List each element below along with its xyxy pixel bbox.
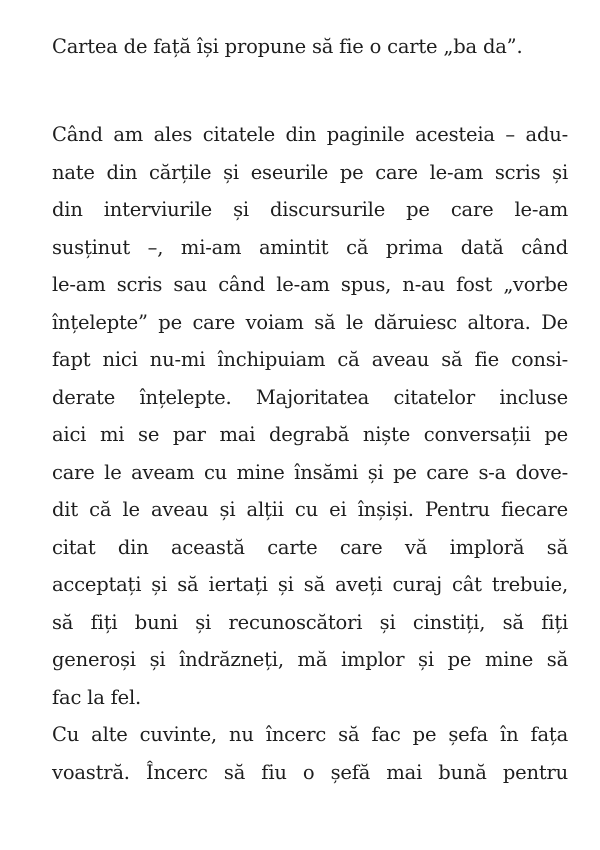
text-line: fapt nici nu-mi închipuiam că aveau să fie consi- (52, 348, 568, 371)
text-line: care le aveam cu mine însămi și pe care s-a dove- (52, 460, 568, 484)
text-line: citat din această carte care vă imploră să (52, 535, 568, 559)
text-line: acceptați și să iertați și să aveți curaj cât trebuie, (52, 573, 568, 596)
text-line: le-am scris sau când le-am spus, n-au fost „vorbe (52, 273, 568, 296)
text-line: voastră. Încerc să fiu o șefă mai bună pentru (52, 760, 568, 784)
text-line: aici mi se par mai degrabă niște conversații pe (52, 423, 568, 446)
text-line: să fiți buni și recunoscători și cinstiți, să fiți (52, 610, 568, 634)
text-line: Când am ales citatele din paginile acesteia – adu- (52, 123, 568, 146)
text-line: Cu alte cuvinte, nu încerc să fac pe șefa în fața (52, 723, 568, 746)
text-line: generoși și îndrăzneți, mă implor și pe mine să (52, 648, 568, 671)
intro-line: Cartea de față își propune să fie o carte „ba da”. (52, 35, 523, 58)
text-line: susținut –, mi-am amintit că prima dată când (52, 235, 568, 259)
text-line: din interviurile și discursurile pe care le-am (52, 198, 568, 221)
text-line: dit că le aveau și alții cu ei înșiși. Pentru fiecare (52, 498, 568, 521)
text-line: înțelepte” pe care voiam să le dăruiesc altora. De (52, 310, 568, 334)
text-line: fac la fel. (52, 685, 142, 709)
text-line: nate din cărțile și eseurile pe care le-am scris și (52, 160, 568, 184)
text-line: derate înțelepte. Majoritatea citatelor incluse (52, 385, 568, 409)
